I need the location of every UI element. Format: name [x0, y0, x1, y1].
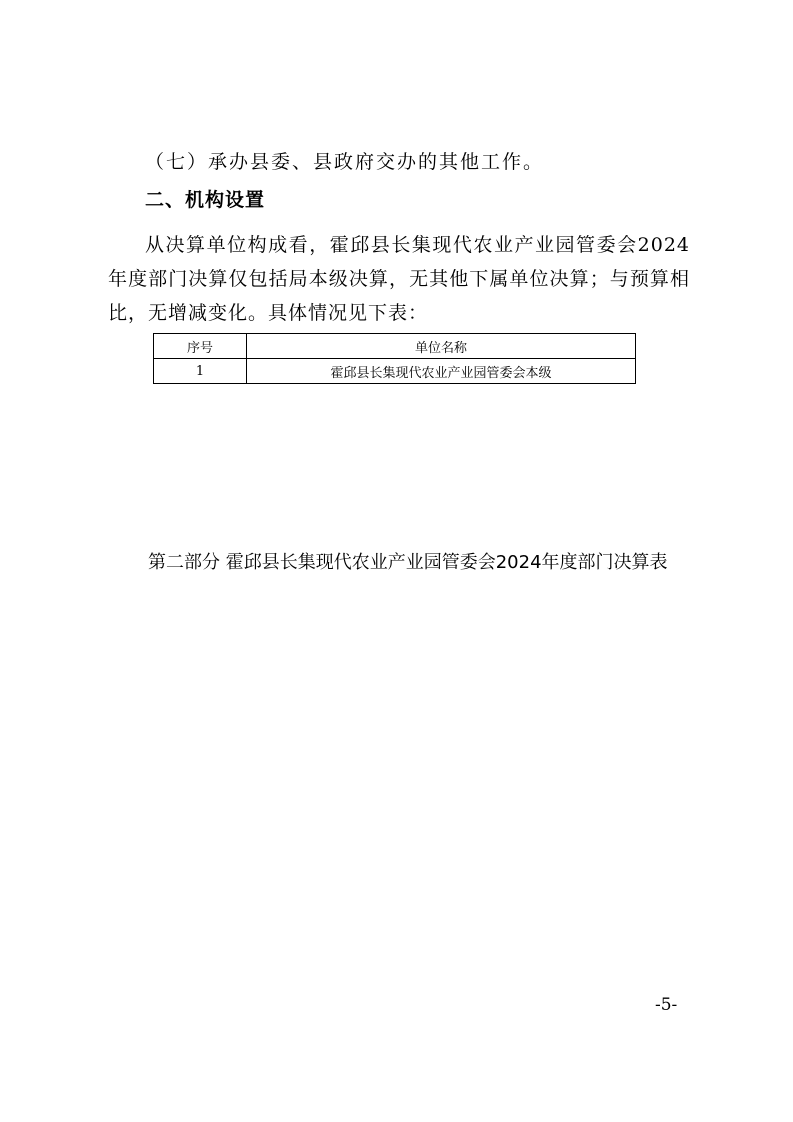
section-item-seven: （七）承办县委、县政府交办的其他工作。: [145, 151, 545, 173]
table-cell-unit-name: 霍邱县长集现代农业产业园管委会本级: [247, 359, 636, 384]
table-header-unit-name: 单位名称: [247, 334, 636, 359]
table-row: [154, 359, 636, 384]
section-heading: 二、机构设置: [145, 189, 266, 211]
part-two-title: 第二部分 霍邱县长集现代农业产业园管委会2024年度部门决算表: [148, 552, 668, 573]
page-number: -5-: [655, 995, 678, 1015]
table-header-row: [154, 334, 636, 359]
table-header-index: 序号: [154, 334, 247, 359]
table-cell-index: 1: [154, 359, 247, 384]
units-table: [153, 333, 636, 384]
body-paragraph: 从决算单位构成看，霍邱县长集现代农业产业园管委会2024年度部门决算仅包括局本级决算，无其他下属单位决算；与预算相比，无增减变化。具体情况见下表：: [108, 234, 690, 324]
